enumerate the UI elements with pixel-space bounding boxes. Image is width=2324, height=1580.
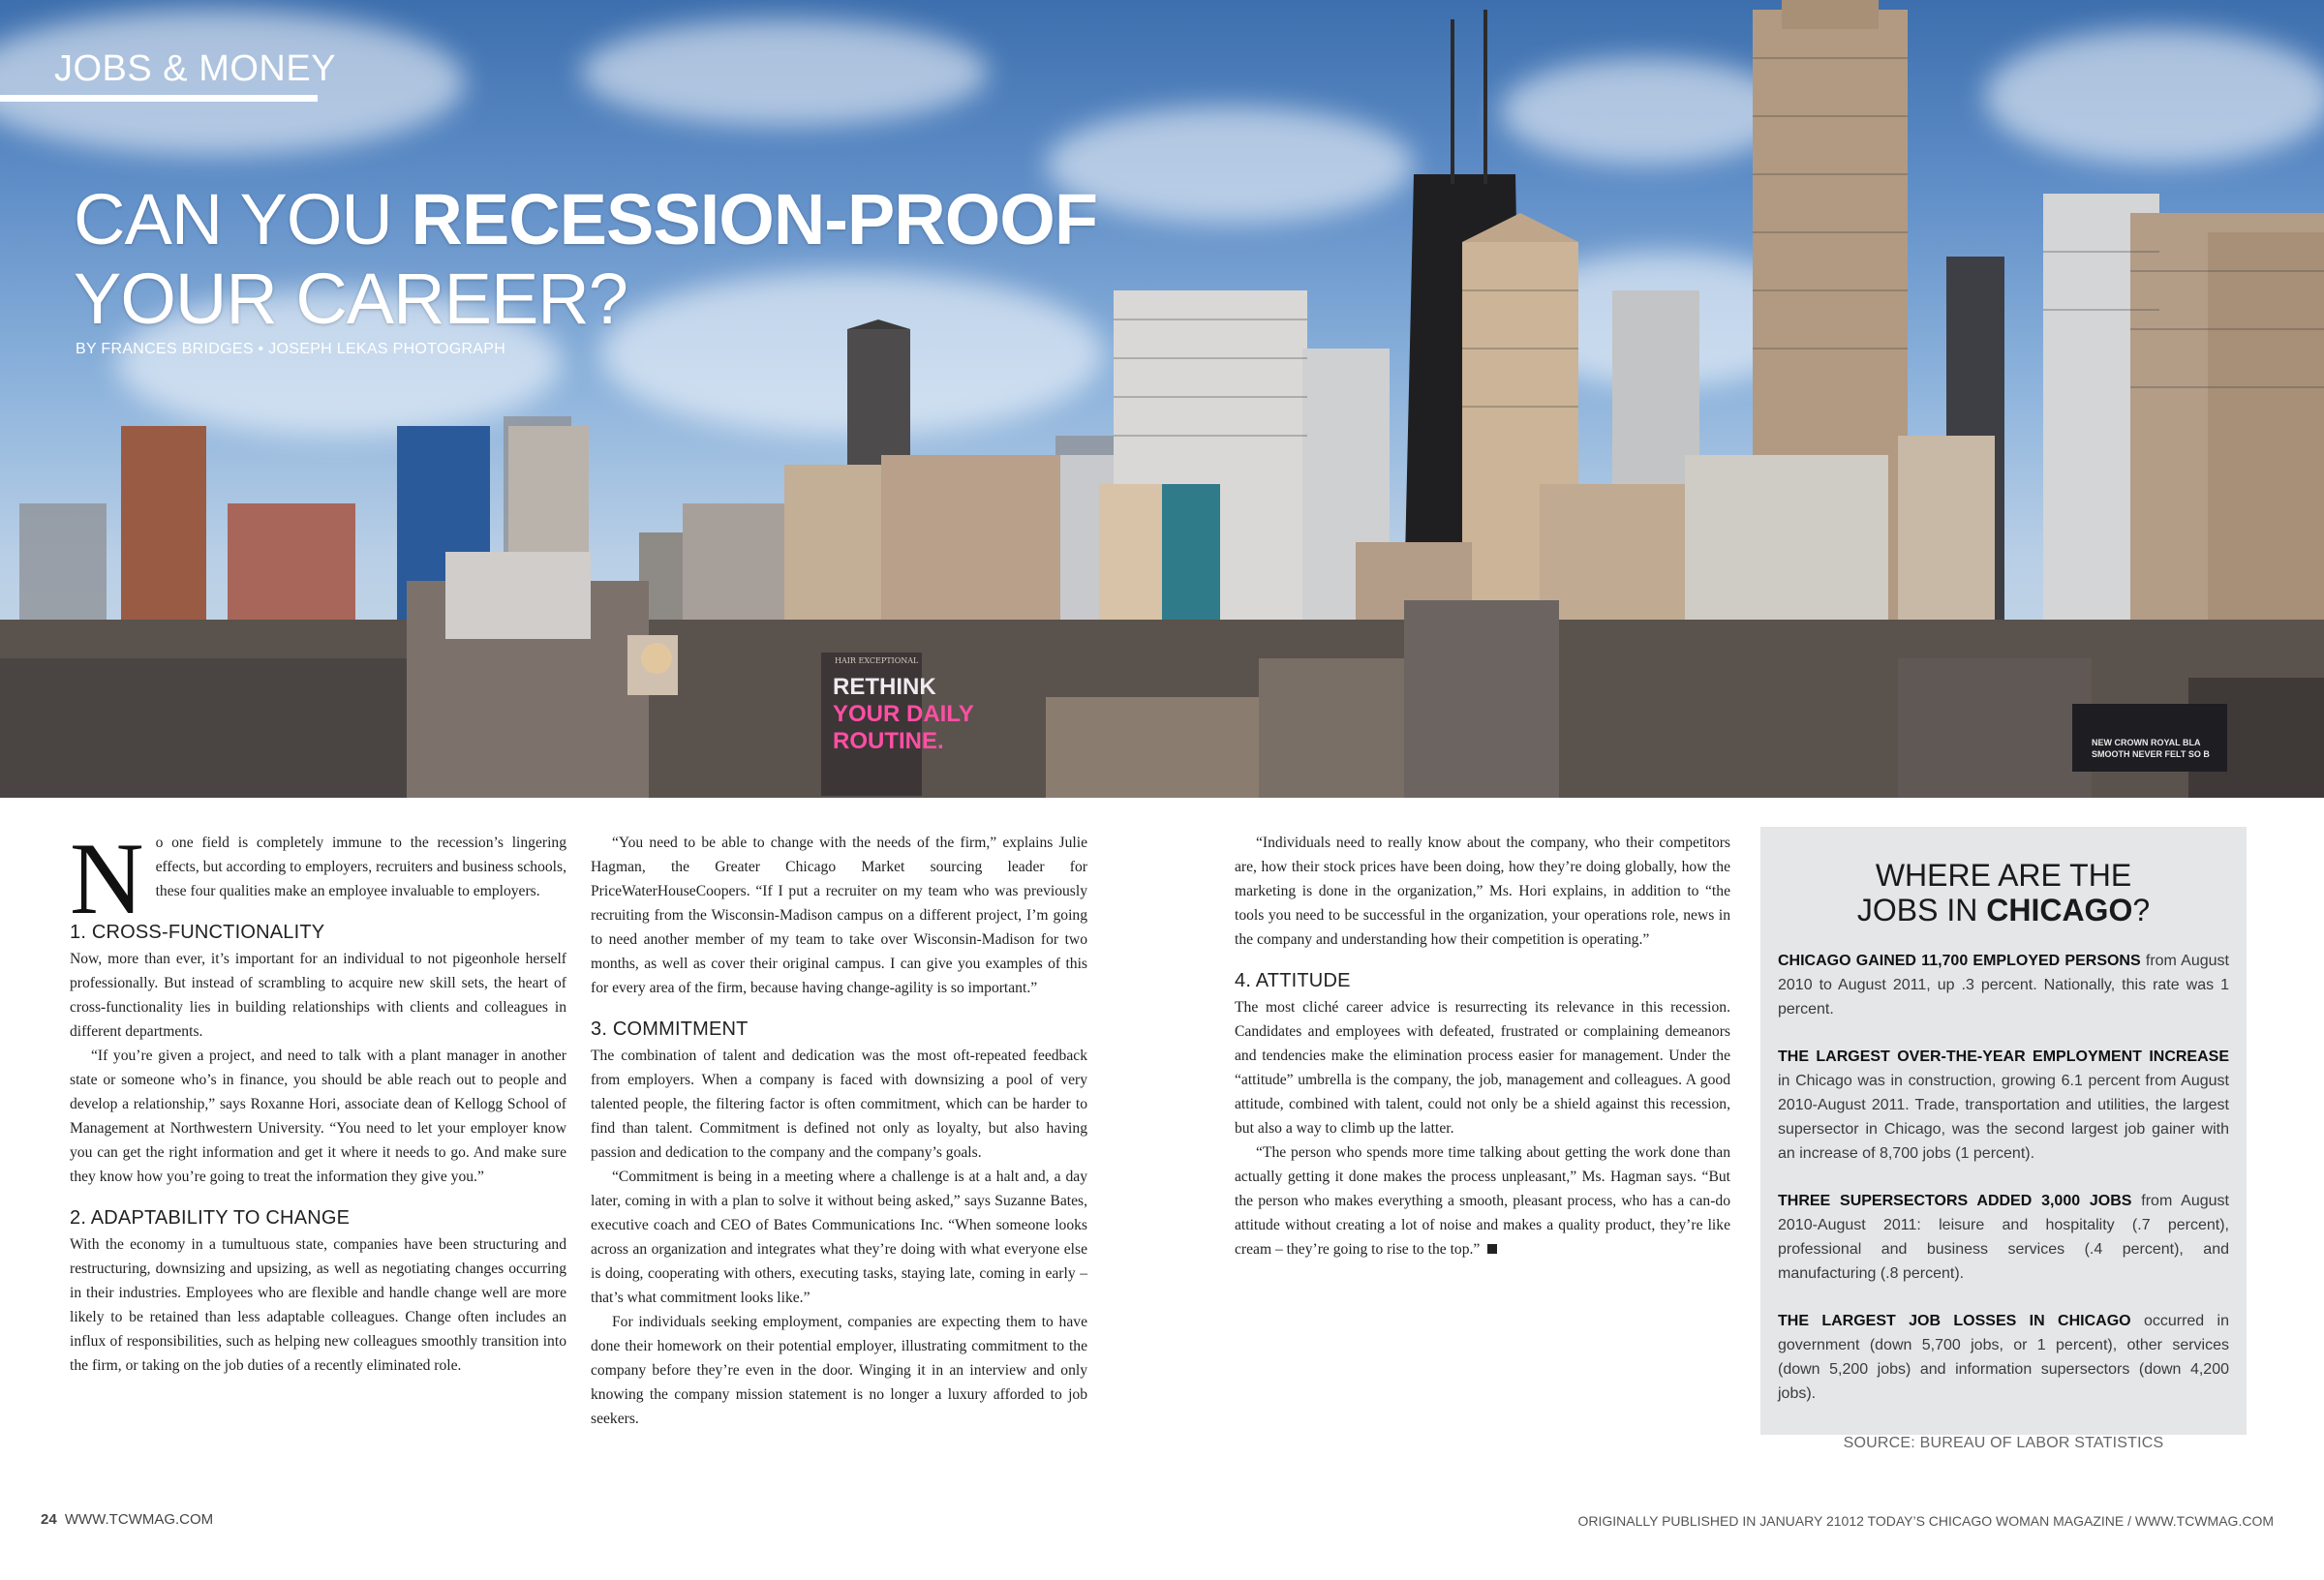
page-number: 24 <box>41 1511 57 1528</box>
intro-text: o one field is completely immune to the recession’s lingering effects, but according to employers, recruiters and business schools, these four qualities make an employee invaluable to employers. <box>155 835 566 899</box>
sidebar-fact <box>1778 1189 2229 1286</box>
section-heading-attitude: 4. ATTITUDE <box>1235 970 1351 991</box>
paragraph: With the economy in a tumultuous state, companies have been structuring and restructuring, downsizing and upsizing, as well as negotiating changes occurring in their industries. Employees who are flexible and handle change well are more likely to be retained than less adaptable colleagues. Change often includes an influx of responsibilities, such as helping new colleagues smoothly transition into the firm, or taking on the job duties of a recently eliminated role. <box>70 1236 566 1374</box>
fact-text: from August 2010 to August 2011, up .3 percent. Nationally, this rate was 1 percent. <box>1778 953 2229 1018</box>
paragraph: “Individuals need to really know about the company, who their competitors are, how their stock prices have been doing, how they’re doing globally, how the marketing is done in the organization,” Ms. Hori explains, in addition to “the tools you need to be successful in the organization, your operations role, news in the company and understanding how their competition is operating.” <box>1235 835 1730 948</box>
fact-lead: THE LARGEST OVER-THE-YEAR EMPLOYMENT INCREASE <box>1778 1048 2229 1065</box>
byline: BY FRANCES BRIDGES • JOSEPH LEKAS PHOTOGRAPH <box>76 341 506 357</box>
paragraph: “You need to be able to change with the needs of the firm,” explains Julie Hagman, the Greater Chicago Market sourcing leader for PriceWaterHouseCoopers. “If I put a recruiter on my team who was previously recruiting from the Wisconsin-Madison campus on a different project, I’m going to need another member of my team to take over Wisconsin-Madison for two months, as well as cover their original campus. I can give you examples of this for every area of the firm, because having change-agility is so important.” <box>591 835 1087 996</box>
paragraph <box>1235 1140 1730 1261</box>
sidebar-source: SOURCE: BUREAU OF LABOR STATISTICS <box>1843 1435 2164 1451</box>
billboard-line1: RETHINK <box>833 674 936 700</box>
right-sign-line2: SMOOTH NEVER FELT SO B <box>2092 749 2210 759</box>
section-heading-cross-functionality: 1. CROSS-FUNCTIONALITY <box>70 922 325 943</box>
footer-left <box>41 1511 213 1528</box>
fact-lead: THREE SUPERSECTORS ADDED 3,000 JOBS <box>1778 1193 2132 1209</box>
sidebar-title-light: JOBS IN <box>1856 893 1987 927</box>
sidebar-title-bold: CHICAGO <box>1986 893 2133 927</box>
section-rule <box>0 95 318 102</box>
paragraph: The combination of talent and dedication was the most oft-repeated feedback from employers. When a company is faced with downsizing a pool of very talented people, the filtering factor is often commitment, which can be harder to find than talent. Commitment is defined not only as loyalty, but also having passion and dedication to the company and the company’s goals. <box>591 1048 1087 1161</box>
section-heading-commitment: 3. COMMITMENT <box>591 1018 749 1040</box>
drop-cap: N <box>70 822 144 935</box>
article-column-1 <box>70 822 566 1378</box>
sidebar-fact <box>1778 1309 2229 1406</box>
fact-text: occurred in government (down 5,700 jobs, or 1 percent), other services (down 5,200 jobs) and information supersectors (down 4,200 jobs). <box>1778 1313 2230 1402</box>
right-sign-line1: NEW CROWN ROYAL BLA <box>2092 738 2201 747</box>
sidebar-box <box>1760 827 2247 1451</box>
footer-credit: ORIGINALLY PUBLISHED IN JANUARY 21012 TODAY’S CHICAGO WOMAN MAGAZINE / WWW.TCWMAG.COM <box>1577 1513 2274 1529</box>
sidebar-title-line1: WHERE ARE THE <box>1875 858 2132 893</box>
article-column-3 <box>1235 831 1730 1261</box>
paragraph: Now, more than ever, it’s important for an individual to not pigeonhole herself professionally. But instead of scrambling to acquire new skill sets, the heart of cross-functionality lies in building relationships with clients and colleagues in different departments. <box>70 951 566 1040</box>
sidebar-fact <box>1778 1045 2229 1166</box>
billboard-line2: YOUR DAILY <box>833 701 974 727</box>
paragraph: The most cliché career advice is resurrecting its relevance in this recession. Candidates and employees with defeated, frustrated or complaining demeanors and tendencies make the elimination process easier for management. Under the “attitude” umbrella is the company, the job, management and colleagues. A good attitude, combined with talent, could not only be a shield against this recession, but also a way to climb up the latter. <box>1235 999 1730 1137</box>
paragraph: “If you’re given a project, and need to talk with a plant manager in another state or someone who’s in finance, you should be able reach out to people and develop a relationship,” says Roxanne Hori, associate dean of Kellogg School of Management at Northwestern University. “You need to let your employer know you can get the right information and get it where it needs to go. And make sure they know how you’re going to treat the information they give you.” <box>70 1048 566 1185</box>
section-heading-adaptability: 2. ADAPTABILITY TO CHANGE <box>70 1207 351 1229</box>
fact-text: in Chicago was in construction, growing 6.1 percent from August 2010-August 2011. Trade, transportation and utilities, the largest supersector in Chicago, was the second largest job gainer with an increase of 8,700 jobs (1 percent). <box>1778 1073 2229 1162</box>
closing-text: “The person who spends more time talking about getting the work done than actually getting it done makes the process unpleasant,” Ms. Hagman says. “But the person who makes everything a smooth, pleasant process, who has a can-do attitude without creating a lot of noise and makes a quality product, they’re like cream – they’re going to rise to the top.” <box>1235 1144 1730 1258</box>
billboard-small-text: HAIR EXCEPTIONAL <box>835 656 919 665</box>
paragraph: For individuals seeking employment, companies are expecting them to have done their homework on their potential employer, illustrating commitment to the company before they’re even in the door. Winging it in an interview and only knowing the company mission statement is no longer a luxury afforded to job seekers. <box>591 1314 1087 1427</box>
paragraph: “Commitment is being in a meeting where a challenge is at a halt and, a day later, coming in with a plan to solve it without being asked,” says Suzanne Bates, executive coach and CEO of Bates Communications Inc. “When someone looks across an organization and integrates what they’re doing with what everyone else is doing, cooperating with others, executing tasks, staying late, coming in early – that’s what commitment looks like.” <box>591 1169 1087 1306</box>
headline-light: CAN YOU <box>74 179 412 259</box>
sidebar-fact <box>1778 949 2229 1021</box>
article-headline <box>74 180 1097 339</box>
end-mark-icon <box>1487 1244 1497 1254</box>
section-tag: JOBS & MONEY <box>54 48 337 89</box>
sidebar-title <box>1778 858 2229 927</box>
footer-website[interactable]: WWW.TCWMAG.COM <box>64 1511 214 1528</box>
headline-line2: YOUR CAREER? <box>74 258 627 339</box>
sidebar-title-end: ? <box>2132 893 2151 927</box>
fact-lead: THE LARGEST JOB LOSSES IN CHICAGO <box>1778 1313 2131 1329</box>
fact-text: from August 2010-August 2011: leisure and hospitality (.7 percent), professional and business services (.4 percent), and manufacturing (.8 percent). <box>1778 1193 2229 1282</box>
billboard-line3: ROUTINE. <box>833 728 944 754</box>
article-column-2 <box>591 831 1087 1431</box>
fact-lead: CHICAGO GAINED 11,700 EMPLOYED PERSONS <box>1778 953 2141 969</box>
headline-bold: RECESSION-PROOF <box>411 179 1098 259</box>
